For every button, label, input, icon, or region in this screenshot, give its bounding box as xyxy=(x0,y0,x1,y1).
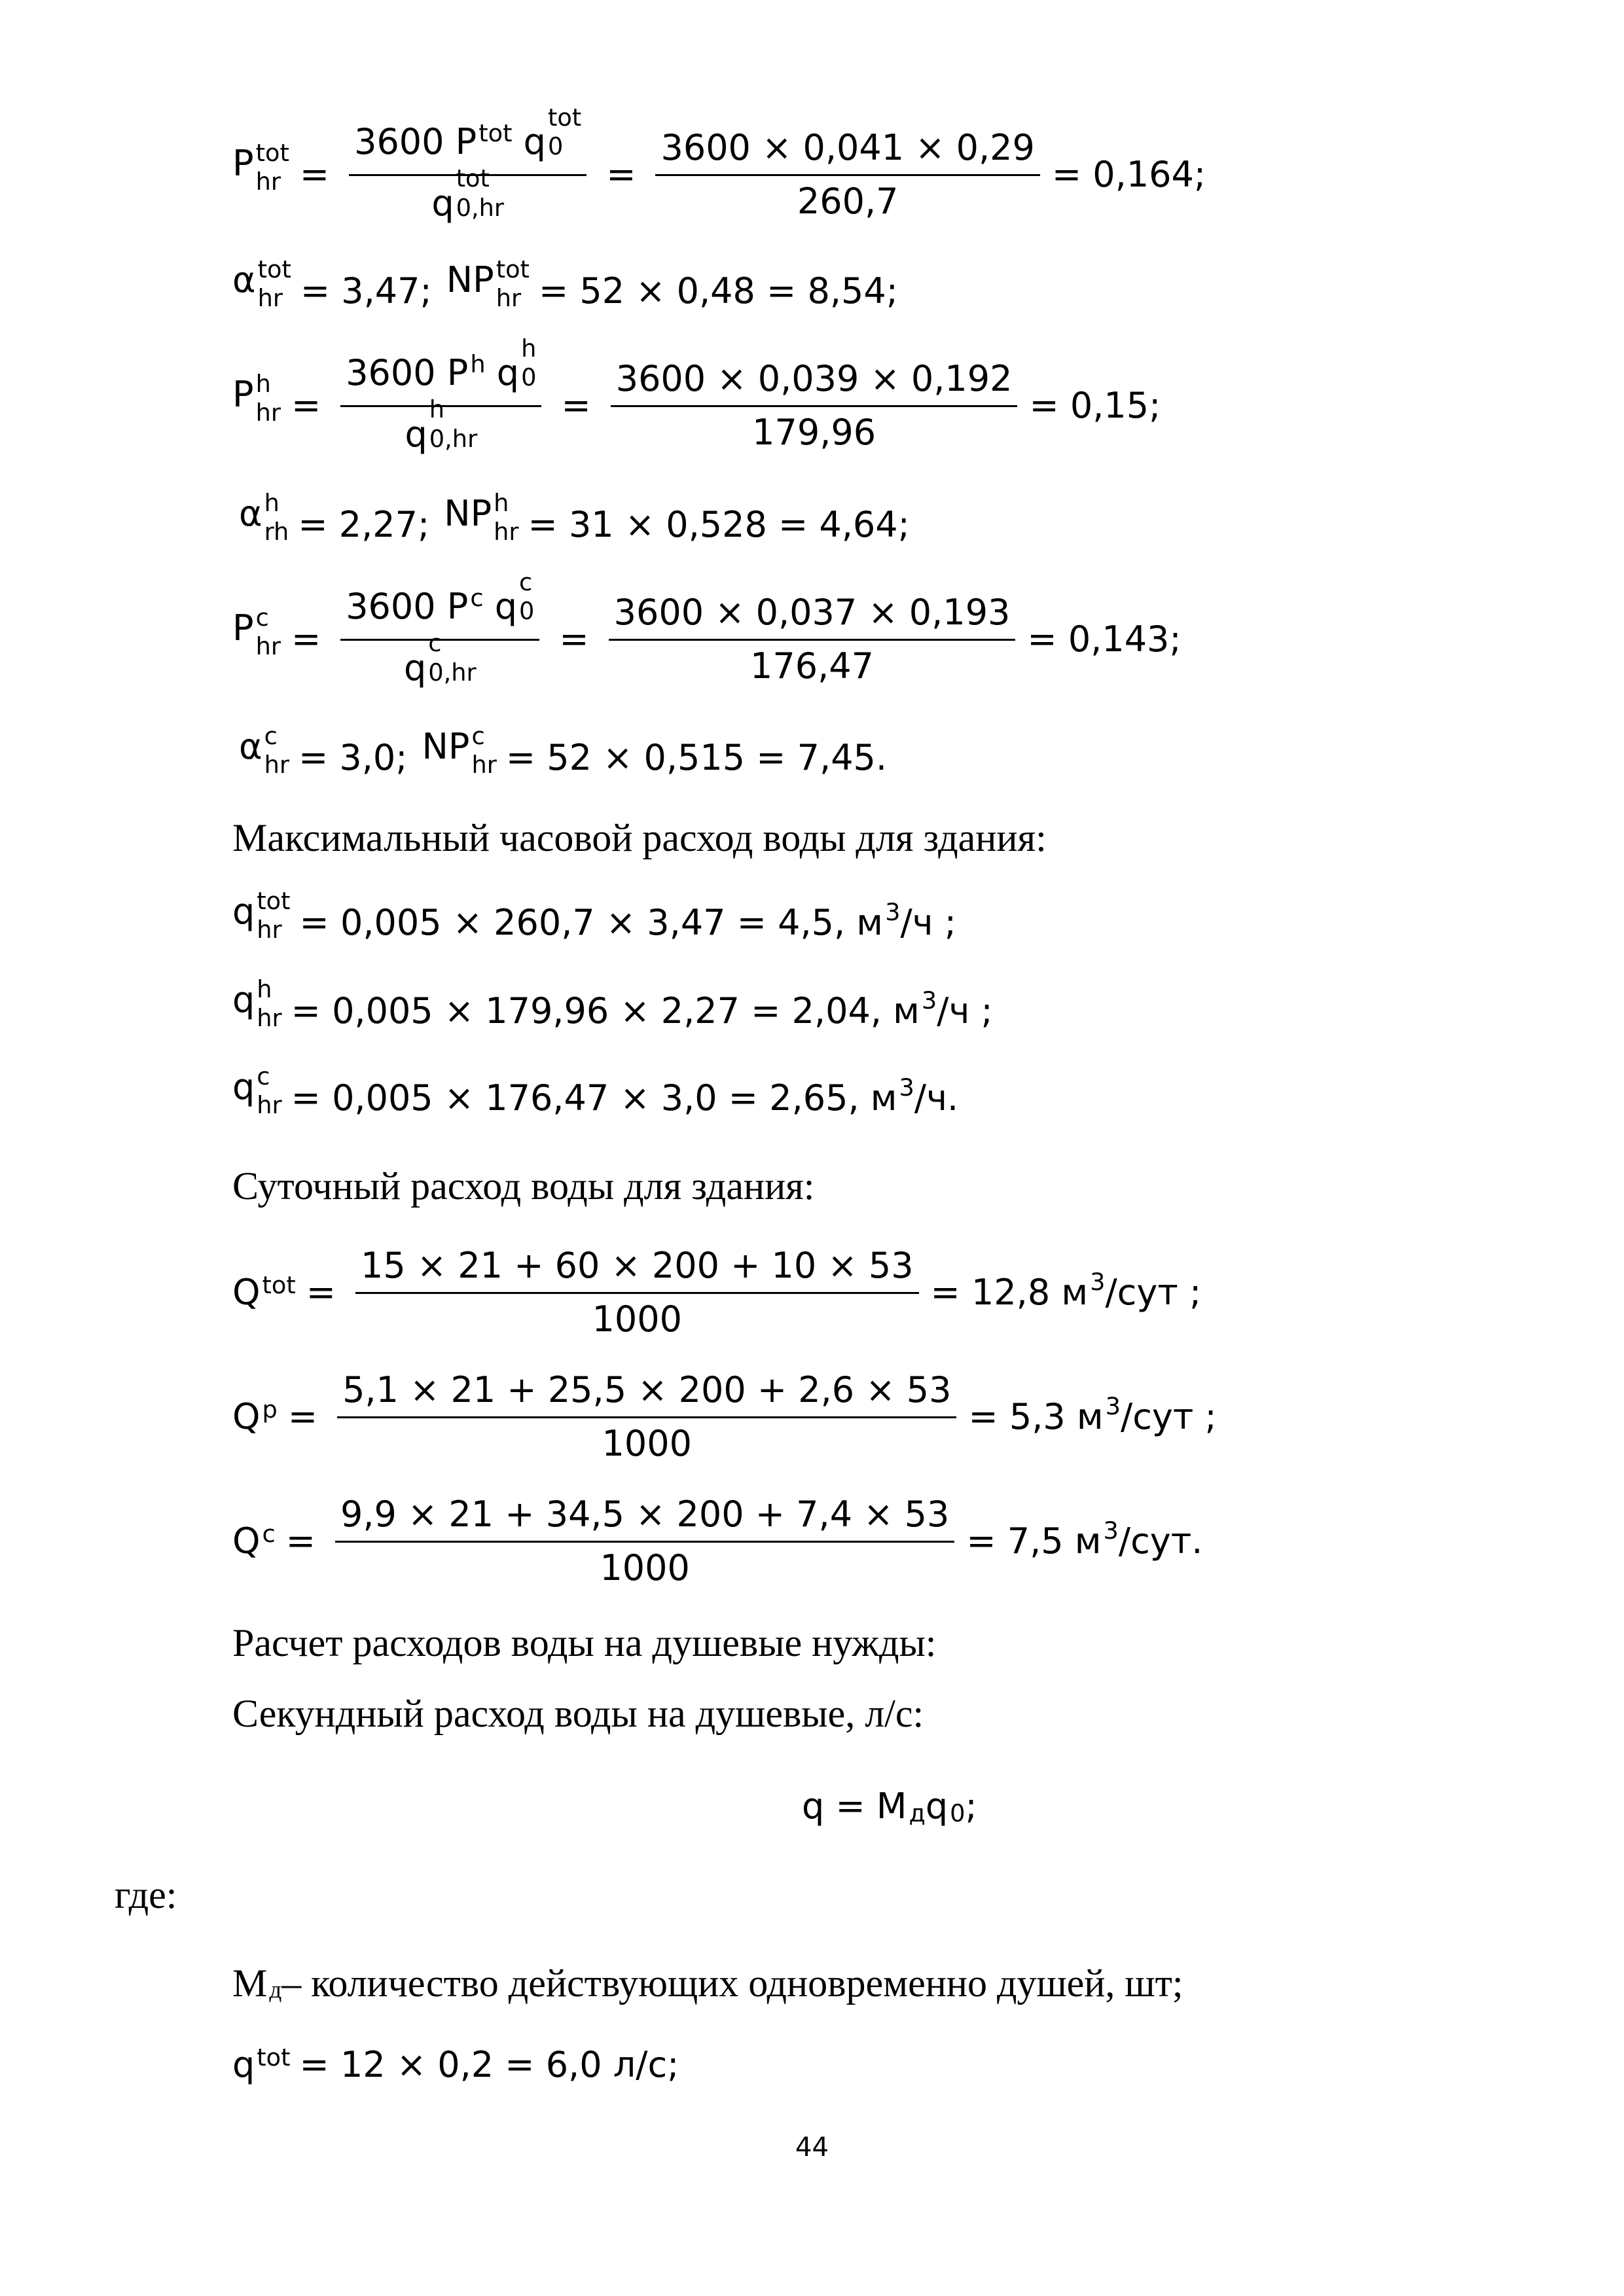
math-text: = 52 × 0,515 = 7,45. xyxy=(505,737,888,778)
math-symbol xyxy=(239,488,289,554)
script-group xyxy=(255,138,289,203)
script-group xyxy=(262,1395,278,1431)
math-text: Секундный расход воды на душевые, л/с: xyxy=(232,1692,924,1735)
script-group xyxy=(262,1520,276,1556)
math-text: P xyxy=(232,142,254,184)
script-group xyxy=(429,395,478,460)
operator: = xyxy=(606,154,636,195)
numerator xyxy=(340,334,541,400)
script-group xyxy=(496,255,530,319)
superscript: c xyxy=(470,583,484,612)
script-group xyxy=(909,1793,926,1828)
math-symbol xyxy=(232,255,291,321)
paragraph-hourly xyxy=(232,812,1047,864)
math-text: α xyxy=(239,492,262,534)
math-text: = 5,3 м xyxy=(968,1396,1104,1437)
math-text: Суточный расход воды для здания: xyxy=(232,1164,815,1208)
superscript: 3 xyxy=(1105,1391,1121,1420)
equation-q-shower xyxy=(802,1777,977,1836)
superscript: tot xyxy=(262,1271,296,1300)
script-group xyxy=(257,1062,282,1126)
numerator: 5,1 × 21 + 25,5 × 200 + 2,6 × 53 xyxy=(342,1369,952,1411)
math-text: /сут ; xyxy=(1121,1396,1217,1437)
operator: = xyxy=(291,619,321,660)
math-text: Q xyxy=(232,1396,261,1437)
subscript: 0,hr xyxy=(428,658,477,687)
math-text: = 0,164; xyxy=(1051,154,1206,195)
fraction xyxy=(335,1494,954,1588)
equation-p-h xyxy=(232,334,1161,468)
equation-q-hr-h xyxy=(232,975,993,1044)
denominator xyxy=(399,629,482,695)
math-text: /ч. xyxy=(914,1077,959,1119)
math-text: М xyxy=(232,1962,268,2005)
script-group xyxy=(257,975,282,1039)
equation-q-tot-shower xyxy=(232,2032,679,2098)
subscript: 0 xyxy=(950,1799,965,1828)
math-text: q xyxy=(483,585,518,627)
math-text: q xyxy=(403,647,427,689)
subscript: hr xyxy=(496,284,522,313)
fraction-bar xyxy=(337,1416,956,1418)
fraction-bar xyxy=(655,174,1039,176)
math-text: 3600 P xyxy=(346,351,469,393)
math-text: NP xyxy=(444,492,492,534)
script-group xyxy=(470,350,486,386)
math-text: = 12,8 м xyxy=(930,1272,1089,1313)
paragraph-shower xyxy=(232,1617,936,1669)
math-text: /сут. xyxy=(1118,1520,1203,1562)
superscript: 3 xyxy=(899,1073,914,1102)
subscript: 0 xyxy=(521,363,537,392)
math-text: P xyxy=(232,373,254,415)
math-text: ; xyxy=(965,1785,977,1827)
numerator: 3600 × 0,041 × 0,29 xyxy=(660,127,1035,169)
script-group xyxy=(1103,1516,1119,1552)
math-symbol xyxy=(232,369,281,435)
math-text: – количество действующих одновременно душей, шт; xyxy=(281,1962,1183,2005)
numerator xyxy=(340,567,539,634)
script-group xyxy=(269,1969,282,2004)
operator: = xyxy=(291,385,321,426)
script-group xyxy=(257,255,291,319)
superscript: h xyxy=(257,975,272,1003)
math-text: = 2,27; xyxy=(298,504,430,545)
math-symbol xyxy=(232,603,281,669)
math-text: = 7,5 м xyxy=(966,1520,1102,1562)
subscript: 0,hr xyxy=(429,425,478,454)
script-group xyxy=(885,897,901,933)
math-text: = 0,005 × 179,96 × 2,27 = 2,04, м xyxy=(291,990,920,1031)
denominator: 260,7 xyxy=(797,180,899,222)
math-text: q xyxy=(232,1066,255,1107)
subscript: д xyxy=(269,1977,282,2004)
operator: = xyxy=(561,385,591,426)
math-text: q xyxy=(512,120,546,162)
math-symbol xyxy=(232,975,282,1041)
math-text: = 0,005 × 260,7 × 3,47 = 4,5, м xyxy=(299,902,884,943)
math-text: = 12 × 0,2 = 6,0 л/с; xyxy=(299,2044,679,2085)
math-text: Q xyxy=(232,1520,261,1562)
denominator: 1000 xyxy=(600,1547,690,1588)
numerator: 15 × 21 + 60 × 200 + 10 × 53 xyxy=(361,1245,914,1287)
script-group xyxy=(456,164,504,229)
math-text: q xyxy=(232,2044,255,2085)
equation-alpha-tot xyxy=(232,255,898,324)
superscript: tot xyxy=(255,138,289,167)
fraction-bar xyxy=(335,1541,954,1543)
script-group xyxy=(1090,1267,1106,1303)
subscript: hr xyxy=(257,284,283,313)
math-text: = 3,47; xyxy=(300,270,432,312)
superscript: h xyxy=(255,369,271,398)
denominator xyxy=(399,395,482,461)
script-group xyxy=(471,721,497,786)
script-group xyxy=(547,103,582,168)
superscript: tot xyxy=(257,255,291,283)
math-text: q xyxy=(925,1785,948,1827)
equation-Q-tot xyxy=(232,1234,1201,1352)
superscript: 3 xyxy=(885,897,901,926)
script-group xyxy=(257,2043,291,2079)
math-text: 3600 P xyxy=(346,585,469,627)
superscript: c xyxy=(257,1062,270,1090)
math-symbol xyxy=(232,1395,278,1437)
script-group xyxy=(899,1073,914,1109)
math-text: q = M xyxy=(802,1785,907,1827)
superscript: h xyxy=(429,395,445,424)
script-group xyxy=(257,886,291,951)
subscript: 0,hr xyxy=(456,194,504,223)
script-group xyxy=(262,1271,296,1307)
operator: = xyxy=(306,1272,336,1313)
math-symbol xyxy=(232,1271,296,1313)
equation-q-hr-tot xyxy=(232,886,956,956)
math-text: Q xyxy=(232,1272,261,1313)
script-group xyxy=(950,1793,965,1828)
superscript: c xyxy=(264,721,278,750)
superscript: c xyxy=(471,721,485,750)
equation-Q-p xyxy=(232,1358,1217,1476)
math-text: /ч ; xyxy=(900,902,956,943)
superscript: h xyxy=(521,334,537,363)
superscript: c xyxy=(255,603,269,632)
paragraph-shower-second xyxy=(232,1687,924,1740)
math-text: /сут ; xyxy=(1105,1272,1202,1313)
fraction xyxy=(340,567,539,695)
math-text: = 0,005 × 176,47 × 3,0 = 2,65, м xyxy=(291,1077,897,1119)
math-text: Расчет расходов воды на душевые нужды: xyxy=(232,1621,937,1664)
subscript: hr xyxy=(471,751,497,780)
superscript: c xyxy=(262,1520,276,1549)
fraction xyxy=(349,103,586,230)
math-text: /ч ; xyxy=(937,990,993,1031)
page-number: 44 xyxy=(795,2132,829,2162)
math-symbol xyxy=(446,255,530,321)
math-text: α xyxy=(239,725,262,767)
superscript: tot xyxy=(257,2043,291,2072)
operator: = xyxy=(299,154,330,195)
math-text: q xyxy=(405,413,427,455)
math-symbol xyxy=(232,1062,282,1128)
subscript: hr xyxy=(255,168,281,196)
subscript: hr xyxy=(257,916,282,944)
math-text: = 3,0; xyxy=(298,737,408,778)
superscript: c xyxy=(428,629,442,658)
math-text: = 31 × 0,528 = 4,64; xyxy=(528,504,910,545)
equation-Q-c xyxy=(232,1482,1202,1600)
math-text: = 0,15; xyxy=(1029,385,1161,426)
math-text: q xyxy=(232,890,255,932)
fraction xyxy=(340,334,541,461)
math-text: NP xyxy=(422,725,470,767)
numerator: 3600 × 0,039 × 0,192 xyxy=(615,358,1013,400)
math-text: = 0,143; xyxy=(1027,619,1182,660)
equation-q-hr-c xyxy=(232,1062,959,1131)
superscript: p xyxy=(262,1395,278,1424)
denominator: 1000 xyxy=(592,1298,682,1340)
math-symbol xyxy=(232,886,291,952)
subscript: 0 xyxy=(547,132,564,161)
math-text: P xyxy=(232,607,254,649)
math-text: q xyxy=(232,978,255,1020)
script-group xyxy=(519,567,535,632)
script-group xyxy=(428,629,477,694)
math-symbol xyxy=(232,2043,291,2085)
superscript: tot xyxy=(496,255,530,283)
paragraph-md-definition xyxy=(232,1957,1183,2009)
script-group xyxy=(478,118,513,154)
math-symbol xyxy=(232,138,289,204)
script-group xyxy=(521,334,537,399)
equation-p-tot xyxy=(232,103,1206,237)
superscript: tot xyxy=(257,886,291,915)
fraction-bar xyxy=(611,405,1018,407)
math-symbol xyxy=(239,721,289,787)
denominator: 179,96 xyxy=(752,411,876,453)
equation-alpha-c xyxy=(239,721,888,791)
fraction-bar xyxy=(609,639,1016,641)
script-group xyxy=(470,583,484,619)
fraction xyxy=(655,128,1039,221)
fraction xyxy=(611,359,1018,452)
superscript: h xyxy=(264,488,280,517)
superscript: tot xyxy=(456,164,490,193)
subscript: hr xyxy=(255,632,281,661)
math-symbol xyxy=(444,488,519,554)
superscript: h xyxy=(494,488,509,517)
paragraph-daily xyxy=(232,1160,814,1212)
paragraph-where xyxy=(115,1869,177,1921)
superscript: 3 xyxy=(1090,1267,1106,1296)
math-symbol xyxy=(232,1520,276,1562)
superscript: tot xyxy=(547,103,582,132)
subscript: hr xyxy=(255,399,281,427)
superscript: 3 xyxy=(921,986,937,1014)
script-group xyxy=(255,603,281,668)
subscript: 0 xyxy=(519,597,535,626)
math-text: NP xyxy=(446,259,494,300)
numerator: 9,9 × 21 + 34,5 × 200 + 7,4 × 53 xyxy=(340,1494,950,1535)
subscript: hr xyxy=(257,1091,282,1120)
superscript: 3 xyxy=(1103,1516,1119,1545)
operator: = xyxy=(287,1396,318,1437)
script-group xyxy=(494,488,519,553)
fraction-bar xyxy=(355,1292,919,1294)
superscript: c xyxy=(519,567,533,596)
equation-p-c xyxy=(232,567,1182,702)
fraction xyxy=(337,1370,956,1463)
fraction xyxy=(609,592,1016,686)
denominator: 176,47 xyxy=(750,645,874,687)
subscript: hr xyxy=(264,751,289,780)
subscript: rh xyxy=(264,518,289,547)
subscript: hr xyxy=(494,518,519,547)
script-group xyxy=(264,721,289,786)
subscript: hr xyxy=(257,1004,282,1033)
math-text: q xyxy=(431,182,454,224)
denominator: 1000 xyxy=(602,1422,692,1464)
math-text: где: xyxy=(115,1873,177,1916)
fraction xyxy=(355,1246,919,1339)
operator: = xyxy=(559,619,589,660)
math-text: Максимальный часовой расход воды для здания: xyxy=(232,816,1047,859)
script-group xyxy=(264,488,289,553)
math-text: q xyxy=(485,351,520,393)
math-text: α xyxy=(232,259,256,300)
script-group xyxy=(255,369,281,434)
equation-alpha-h xyxy=(239,488,910,558)
script-group xyxy=(921,986,937,1022)
superscript: tot xyxy=(478,118,513,147)
math-text: = 52 × 0,48 = 8,54; xyxy=(538,270,898,312)
superscript: h xyxy=(470,350,486,378)
subscript: д xyxy=(909,1799,926,1828)
script-group xyxy=(1105,1391,1121,1427)
math-symbol xyxy=(422,721,497,787)
denominator xyxy=(426,164,509,230)
numerator: 3600 × 0,037 × 0,193 xyxy=(613,592,1011,634)
operator: = xyxy=(285,1520,316,1562)
numerator xyxy=(349,103,586,169)
math-text: 3600 P xyxy=(354,120,477,162)
